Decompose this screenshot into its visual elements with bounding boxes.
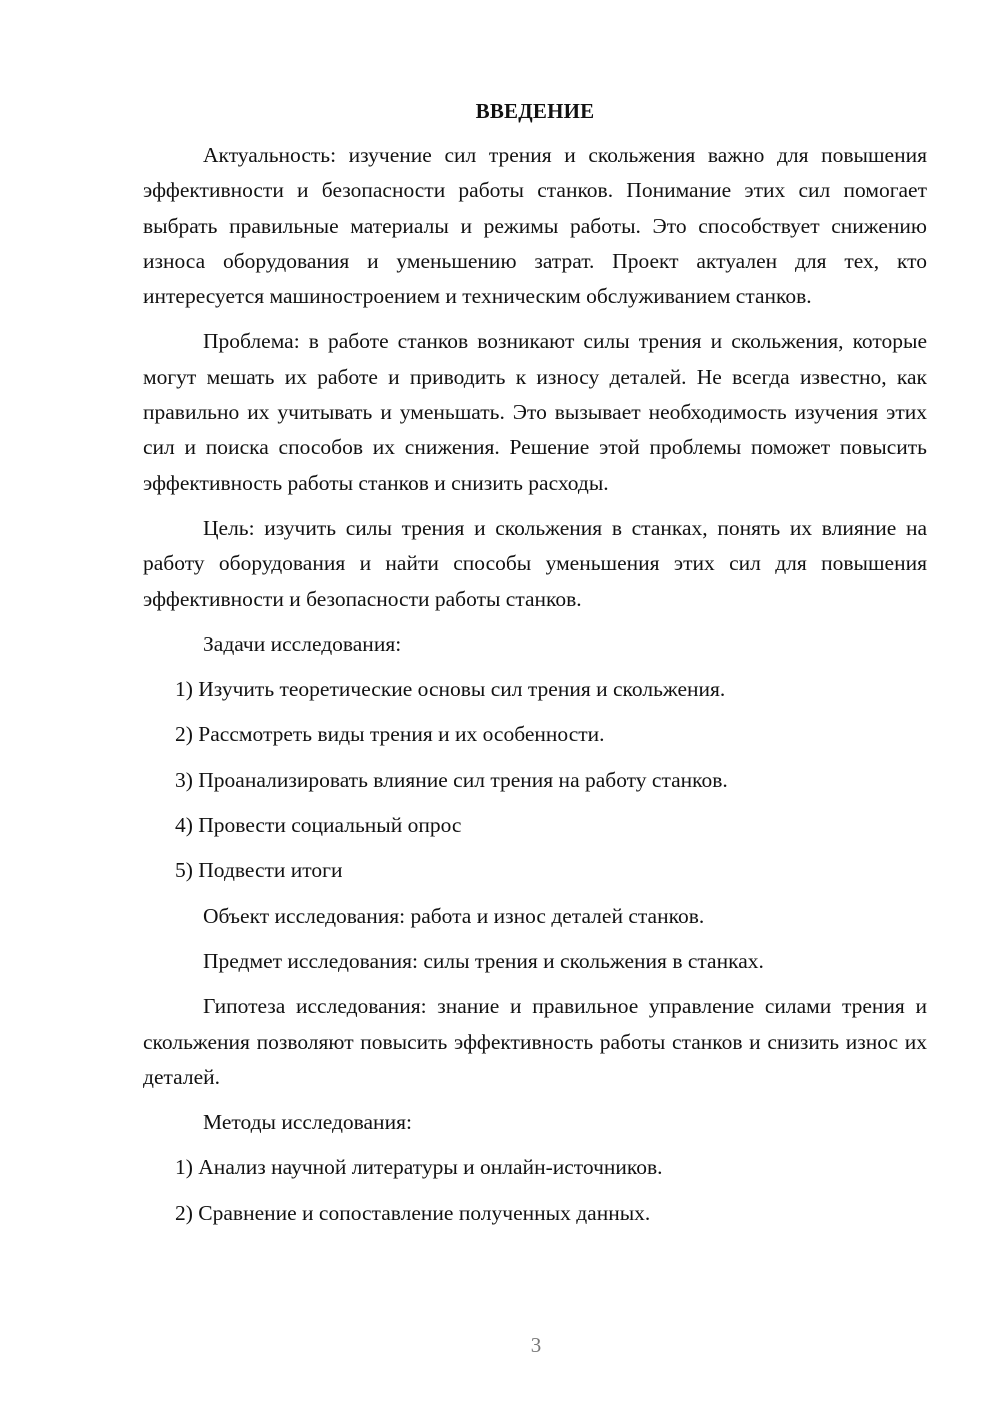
tasks-heading: Задачи исследования: xyxy=(203,631,402,656)
list-item: 4) Провести социальный опрос xyxy=(175,813,462,838)
list-item: 2) Рассмотреть виды трения и их особенности. xyxy=(175,722,605,747)
list-item: 2) Сравнение и сопоставление полученных данных. xyxy=(175,1200,651,1225)
section-title: ВВЕДЕНИЕ xyxy=(475,99,595,123)
subject-paragraph: Предмет исследования: силы трения и скольжения в станках. xyxy=(203,948,764,973)
page-content xyxy=(143,96,927,1241)
list-item: 1) Изучить теоретические основы сил трения и скольжения. xyxy=(175,677,726,702)
list-item: 1) Анализ научной литературы и онлайн-источников. xyxy=(175,1155,663,1180)
list-item: 5) Подвести итоги xyxy=(175,858,343,883)
object-paragraph: Объект исследования: работа и износ деталей станков. xyxy=(203,903,705,928)
page-number: 3 xyxy=(530,1333,542,1357)
goal-paragraph: Цель: изучить силы трения и скольжения в станках, понять их влияние на работу оборудования и найти способы уменьшения этих сил для повышения эффективности и безопасности работы станков. xyxy=(143,515,927,611)
tasks-list xyxy=(143,672,927,888)
relevance-paragraph: Актуальность: изучение сил трения и скольжения важно для повышения эффективности и безопасности работы станков. Понимание этих сил помогает выбрать правильные материалы и режимы работы. Это способствует снижению износа оборудования и уменьшению затрат. Проект актуален для тех, кто интересуется машиностроением и техническим обслуживанием станков. xyxy=(143,143,927,309)
hypothesis-paragraph: Гипотеза исследования: знание и правильное управление силами трения и скольжения позволяют повысить эффективность работы станков и снизить износ их деталей. xyxy=(143,994,927,1089)
list-item: 3) Проанализировать влияние сил трения на работу станков. xyxy=(175,767,728,792)
problem-paragraph: Проблема: в работе станков возникают силы трения и скольжения, которые могут мешать их работе и приводить к износу деталей. Не всегда известно, как правильно их учитывать и уменьшать. Это вызывает необходимость изучения этих сил и поиска способов их снижения. Решение этой проблемы поможет повысить эффективность работы станков и снизить расходы. xyxy=(143,329,927,495)
methods-list xyxy=(143,1150,927,1231)
methods-heading: Методы исследования: xyxy=(203,1110,412,1135)
